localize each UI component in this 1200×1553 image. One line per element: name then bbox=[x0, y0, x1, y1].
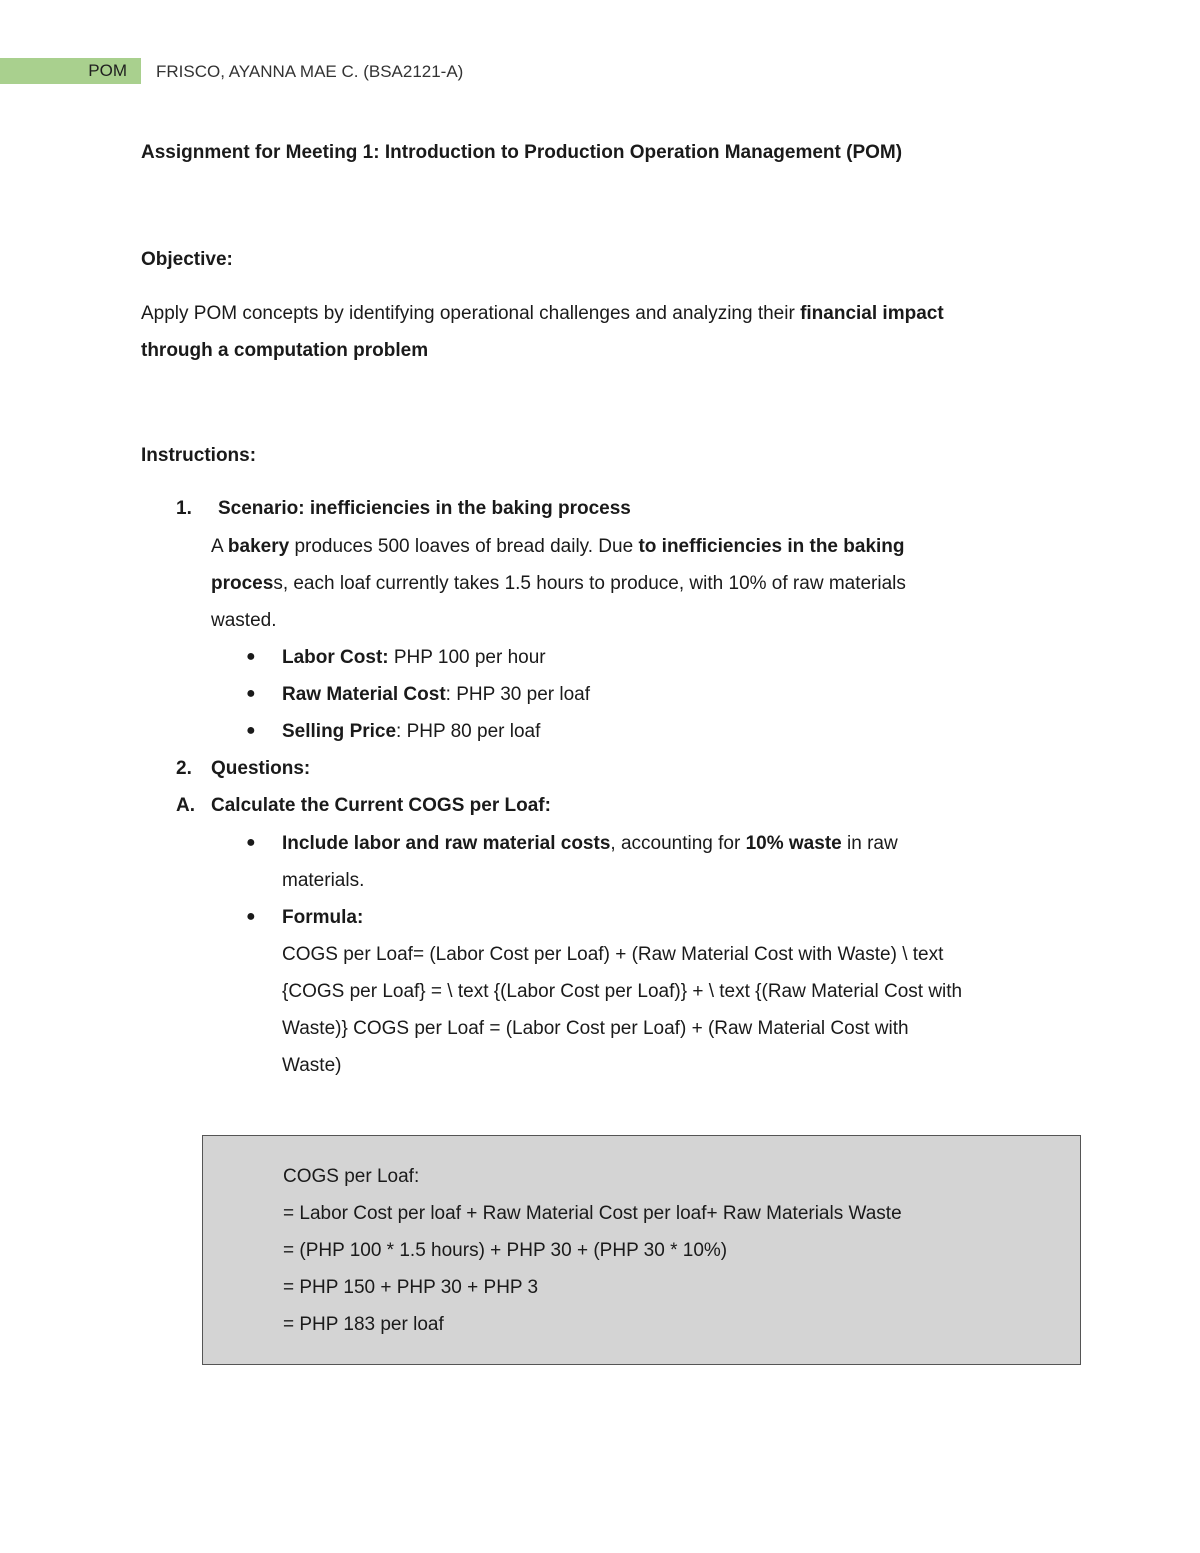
answer-line: = PHP 183 per loaf bbox=[283, 1314, 444, 1335]
objective-text bbox=[141, 295, 944, 369]
item-a-number: A. bbox=[176, 795, 195, 816]
item-2-number: 2. bbox=[176, 758, 192, 779]
item-1-title: Scenario: inefficiencies in the baking process bbox=[218, 498, 631, 519]
bullet-value: : PHP 30 per loaf bbox=[445, 684, 591, 705]
include-costs-text-e: materials. bbox=[282, 870, 365, 891]
bullet-selling-price bbox=[282, 713, 540, 750]
formula-line: {COGS per Loaf} = \ text {(Labor Cost per Loaf)} + \ text {(Raw Material Cost with bbox=[282, 981, 963, 1002]
answer-line: = (PHP 100 * 1.5 hours) + PHP 30 + (PHP 30 * 10%) bbox=[283, 1240, 728, 1261]
header-tag: POM bbox=[0, 58, 141, 84]
bullet-label: Raw Material Cost bbox=[282, 684, 446, 705]
scenario-text-a: A bbox=[211, 536, 228, 557]
formula-block bbox=[282, 899, 962, 1084]
objective-heading: Objective: bbox=[141, 249, 233, 270]
scenario-text-f: s, each loaf currently takes 1.5 hours to produce, with 10% of raw materials bbox=[273, 573, 906, 594]
include-costs-text: , accounting for bbox=[610, 833, 746, 854]
bullet-icon: ● bbox=[246, 685, 256, 702]
scenario-text-e: proces bbox=[211, 573, 274, 594]
bullet-label: Labor Cost: bbox=[282, 647, 389, 668]
scenario-text-bakery: bakery bbox=[227, 536, 290, 557]
objective-text-c: through a computation problem bbox=[141, 340, 429, 361]
bullet-icon: ● bbox=[246, 648, 256, 665]
answer-line: = PHP 150 + PHP 30 + PHP 3 bbox=[283, 1277, 539, 1298]
objective-text-bold: financial impact bbox=[800, 303, 944, 324]
item-2-title: Questions: bbox=[211, 758, 311, 779]
scenario-paragraph bbox=[211, 528, 906, 639]
bullet-icon: ● bbox=[246, 722, 256, 739]
scenario-text-g: wasted. bbox=[211, 610, 277, 631]
bullet-icon: ● bbox=[246, 834, 256, 851]
answer-box bbox=[202, 1135, 1081, 1365]
bullet-labor-cost bbox=[282, 639, 546, 676]
instructions-heading: Instructions: bbox=[141, 445, 257, 466]
item-a-title: Calculate the Current COGS per Loaf: bbox=[211, 795, 551, 816]
formula-line: COGS per Loaf= (Labor Cost per Loaf) + (Raw Material Cost with Waste) \ text bbox=[282, 944, 944, 965]
formula-label: Formula: bbox=[282, 907, 364, 928]
bullet-raw-material-cost bbox=[282, 676, 590, 713]
bullet-include-costs bbox=[282, 825, 898, 899]
document-title: Assignment for Meeting 1: Introduction to Production Operation Management (POM) bbox=[141, 142, 903, 163]
answer-line: = Labor Cost per loaf + Raw Material Cost per loaf+ Raw Materials Waste bbox=[283, 1203, 902, 1224]
include-costs-bold: Include labor and raw material costs bbox=[282, 833, 611, 854]
objective-text-a: Apply POM concepts by identifying operational challenges and analyzing their bbox=[141, 303, 801, 324]
include-costs-text-d: in raw bbox=[841, 833, 898, 854]
bullet-label: Selling Price bbox=[282, 721, 397, 742]
formula-line: Waste) bbox=[282, 1055, 342, 1076]
scenario-text-c: produces 500 loaves of bread daily. Due bbox=[289, 536, 639, 557]
bullet-value: PHP 100 per hour bbox=[388, 647, 546, 668]
waste-percent-bold: 10% waste bbox=[745, 833, 842, 854]
item-1-number: 1. bbox=[176, 498, 192, 519]
bullet-value: : PHP 80 per loaf bbox=[396, 721, 541, 742]
formula-line: Waste)} COGS per Loaf = (Labor Cost per Loaf) + (Raw Material Cost with bbox=[282, 1018, 909, 1039]
header-student-name: FRISCO, AYANNA MAE C. (BSA2121-A) bbox=[156, 62, 464, 81]
scenario-text-d: to inefficiencies in the baking bbox=[638, 536, 905, 557]
answer-line: COGS per Loaf: bbox=[283, 1166, 420, 1187]
bullet-icon: ● bbox=[246, 908, 256, 925]
